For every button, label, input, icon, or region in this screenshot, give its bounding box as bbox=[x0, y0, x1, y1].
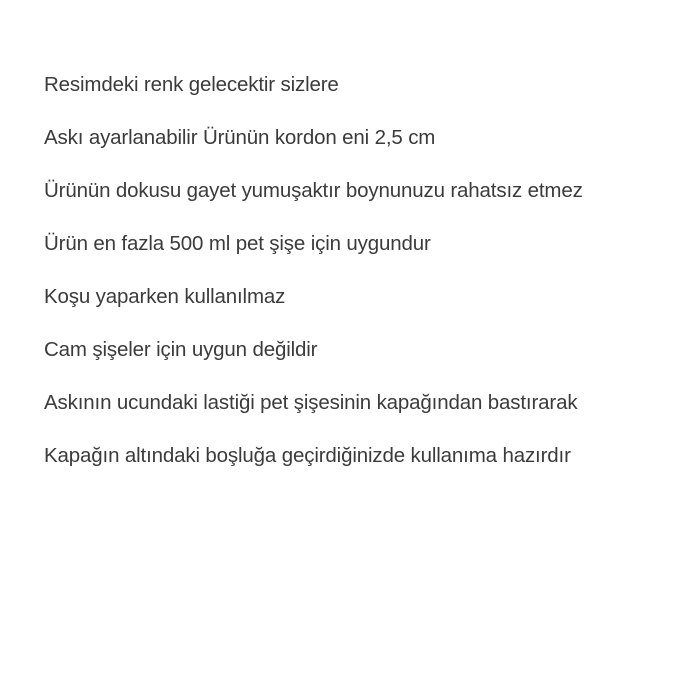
description-line-5: Koşu yaparken kullanılmaz bbox=[44, 285, 286, 308]
description-line-3: Ürünün dokusu gayet yumuşaktır boynunuzu rahatsız etmez bbox=[44, 179, 583, 202]
description-line-1: Resimdeki renk gelecektir sizlere bbox=[44, 73, 339, 96]
product-description-list bbox=[44, 58, 682, 482]
description-line-4: Ürün en fazla 500 ml pet şişe için uygundur bbox=[44, 232, 431, 255]
description-line-8: Kapağın altındaki boşluğa geçirdiğinizde kullanıma hazırdır bbox=[44, 444, 571, 467]
description-line-2: Askı ayarlanabilir Ürünün kordon eni 2,5 cm bbox=[44, 126, 436, 149]
description-line-7: Askının ucundaki lastiği pet şişesinin kapağından bastırarak bbox=[44, 391, 578, 414]
description-line-6: Cam şişeler için uygun değildir bbox=[44, 338, 318, 361]
